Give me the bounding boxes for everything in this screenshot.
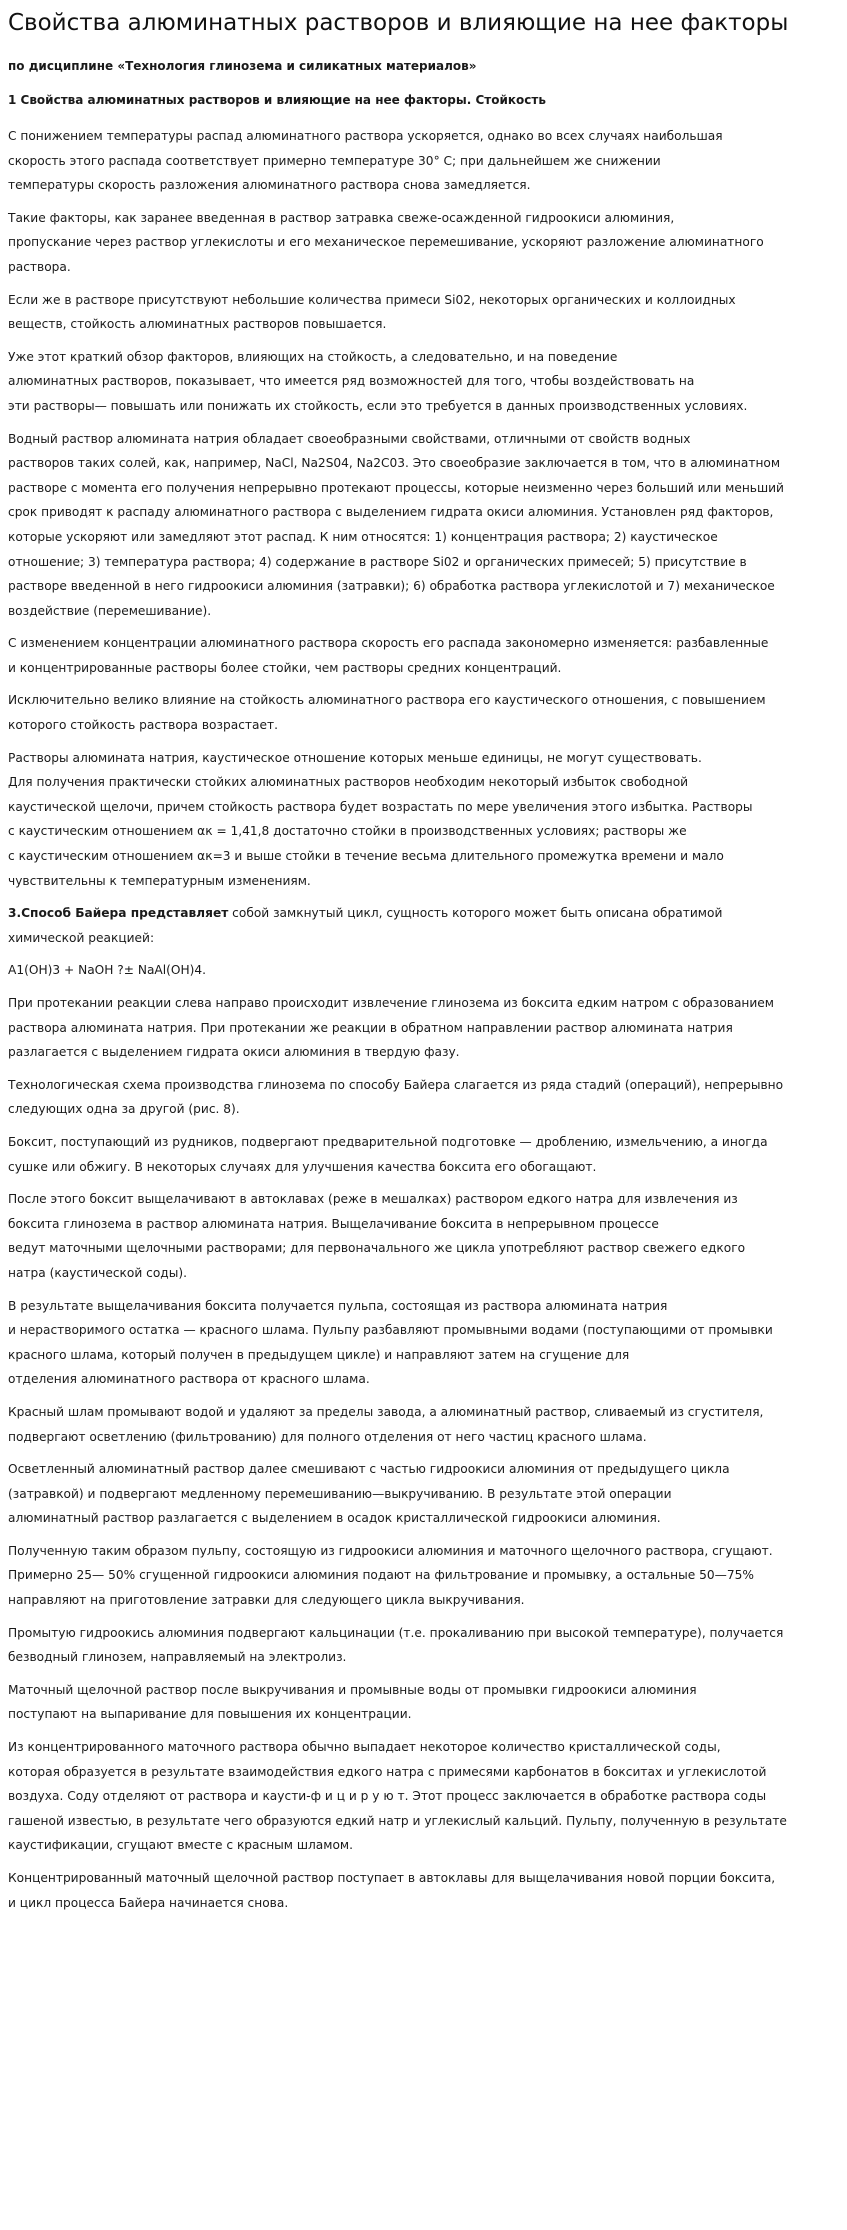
paragraph: Боксит, поступающий из рудников, подвергают предварительной подготовке — дроблению, измельчению, а иногда сушке или обжигу. В некоторых случаях для улучшения качества боксита его обогащают. (8, 1134, 768, 1174)
section-heading: 1 Свойства алюминатных растворов и влияющие на нее факторы. Стойкость (8, 93, 546, 107)
page-title: Свойства алюминатных растворов и влияющие на нее факторы (8, 10, 789, 36)
paragraph: В результате выщелачивания боксита получается пульпа, состоящая из раствора алюмината натрия и нерастворимого остатка — красного шлама. Пульпу разбавляют промывными водами (поступающими от промывки красного шлама, который получен в предыдущем цикле) и направляют затем на сгущение для отделения алюминатного раствора от красного шлама. (8, 1298, 773, 1387)
reaction-equation: А1(ОН)3 + NaOH ?± NaAl(OH)4. (8, 963, 207, 978)
paragraph: С изменением концентрации алюминатного раствора скорость его распада закономерно изменяется: разбавленные и концентрированные растворы более стойки, чем растворы средних концентраций. (8, 636, 769, 675)
paragraph: Водный раствор алюмината натрия обладает своеобразными свойствами, отличными от свойств водных растворов таких солей, как, например, NaCl, Na2S04, Na2C03. Это своеобразие заключается в том, что в алюминатном растворе с момента его получения непрерывно протекают процессы, которые неизменно через больший или меньший срок приводят к распаду алюминатного раствора с выделением гидрата окиси алюминия. Установлен ряд факторов, которые ускоряют или замедляют этот распад. К ним относятся: 1) концентрация раствора; 2) каустическое отношение; 3) температура раствора; 4) содержание в растворе Si02 и органических примесей; 5) присутствие в растворе введенной в него гидроокиси алюминия (затравки); 6) обработка раствора углекислотой и 7) механическое воздействие (перемешивание). (8, 431, 784, 618)
paragraph: Такие факторы, как заранее введенная в раствор затравка свеже-осажденной гидроокиси алюминия, пропускание через раствор углекислоты и его механическое перемешивание, ускоряют разложение алюминатного раствора. (8, 210, 764, 274)
bayer-rest: собой замкнутый цикл, сущность которого может быть описана обратимой химической реакцией: (8, 906, 723, 945)
paragraph: Осветленный алюминатный раствор далее смешивают с частью гидроокиси алюминия от предыдущего цикла (затравкой) и подвергают медленному перемешиванию—выкручиванию. В результате этой операции алюминатный раствор разлагается с выделением в осадок кристаллической гидроокиси алюминия. (8, 1462, 730, 1526)
paragraph: Из концентрированного маточного раствора обычно выпадает некоторое количество кристаллической соды, которая образуется в результате взаимодействия едкого натра с примесями карбонатов в бокситах и углекислотой воздуха. Соду отделяют от раствора и каусти-ф и ц и р у ю т. Этот процесс заключается в обработке раствора соды гашеной известью, в результате чего образуются едкий натр и углекислый кальций. Пульпу, полученную в результате каустификации, сгущают вместе с красным шламом. (8, 1740, 787, 1853)
paragraph: При протекании реакции слева направо происходит извлечение глинозема из боксита едким натром с образованием раствора алюмината натрия. При протекании же реакции в обратном направлении раствор алюмината натрия разлагается с выделением гидрата окиси алюминия в твердую фазу. (8, 996, 775, 1060)
bayer-paragraph (8, 901, 839, 950)
bayer-lead: 3.Способ Байера представляет (8, 906, 229, 921)
paragraph: Маточный щелочной раствор после выкручивания и промывные воды от промывки гидроокиси алюминия поступают на выпаривание для повышения их концентрации. (8, 1682, 697, 1722)
paragraph: Промытую гидроокись алюминия подвергают кальцинации (т.е. прокаливанию при высокой температуре), получается безводный глинозем, направляемый на электролиз. (8, 1625, 784, 1665)
paragraph: Если же в растворе присутствуют небольшие количества примеси Si02, некоторых органических и коллоидных веществ, стойкость алюминатных растворов повышается. (8, 292, 736, 332)
paragraph: Исключительно велико влияние на стойкость алюминатного раствора его каустического отношения, с повышением которого стойкость раствора возрастает. (8, 693, 766, 733)
paragraph: Технологическая схема производства глинозема по способу Байера слагается из ряда стадий (операций), непрерывно следующих одна за другой (рис. 8). (8, 1077, 784, 1117)
paragraph: После этого боксит выщелачивают в автоклавах (реже в мешалках) раствором едкого натра для извлечения из боксита глинозема в раствор алюмината натрия. Выщелачивание боксита в непрерывном процессе ведут маточными щелочными растворами; для первоначального же цикла употребляют раствор свежего едкого натра (каустической соды). (8, 1192, 746, 1280)
paragraph: Уже этот краткий обзор факторов, влияющих на стойкость, а следовательно, и на поведение алюминатных растворов, показывает, что имеется ряд возможностей для того, чтобы воздействовать на эти растворы— повышать или понижать их стойкость, если это требуется в данных производственных условиях. (8, 349, 748, 413)
paragraph: Красный шлам промывают водой и удаляют за пределы завода, а алюминатный раствор, сливаемый из сгустителя, подвергают осветлению (фильтрованию) для полного отделения от него частиц красного шлама. (8, 1404, 764, 1444)
paragraph: Полученную таким образом пульпу, состоящую из гидроокиси алюминия и маточного щелочного раствора, сгущают. Примерно 25— 50% сгущенной гидроокиси алюминия подают на фильтрование и промывку, а остальные 50—75% направляют на приготовление затравки для следующего цикла выкручивания. (8, 1543, 773, 1608)
paragraph: Растворы алюмината натрия, каустическое отношение которых меньше единицы, не могут существовать. Для получения практически стойких алюминатных растворов необходим некоторый избыток свободной каустической щелочи, причем стойкость раствора будет возрастать по мере увеличения этого избытка. Растворы с каустическим отношением αк = 1,41,8 достаточно стойки в производственных условиях; растворы же с каустическим отношением αк=3 и выше стойки в течение весьма длительного промежутка времени и мало чувствительны к температурным изменениям. (8, 750, 753, 888)
paragraph: Концентрированный маточный щелочной раствор поступает в автоклавы для выщелачивания новой порции боксита, и цикл процесса Байера начинается снова. (8, 1871, 776, 1910)
paragraph: С понижением температуры распад алюминатного раствора ускоряется, однако во всех случаях наибольшая скорость этого распада соответствует примерно температуре 30° С; при дальнейшем же снижении температуры скорость разложения алюминатного раствора снова замедляется. (8, 129, 723, 193)
discipline-line: по дисциплине «Технология глинозема и силикатных материалов» (8, 59, 477, 73)
